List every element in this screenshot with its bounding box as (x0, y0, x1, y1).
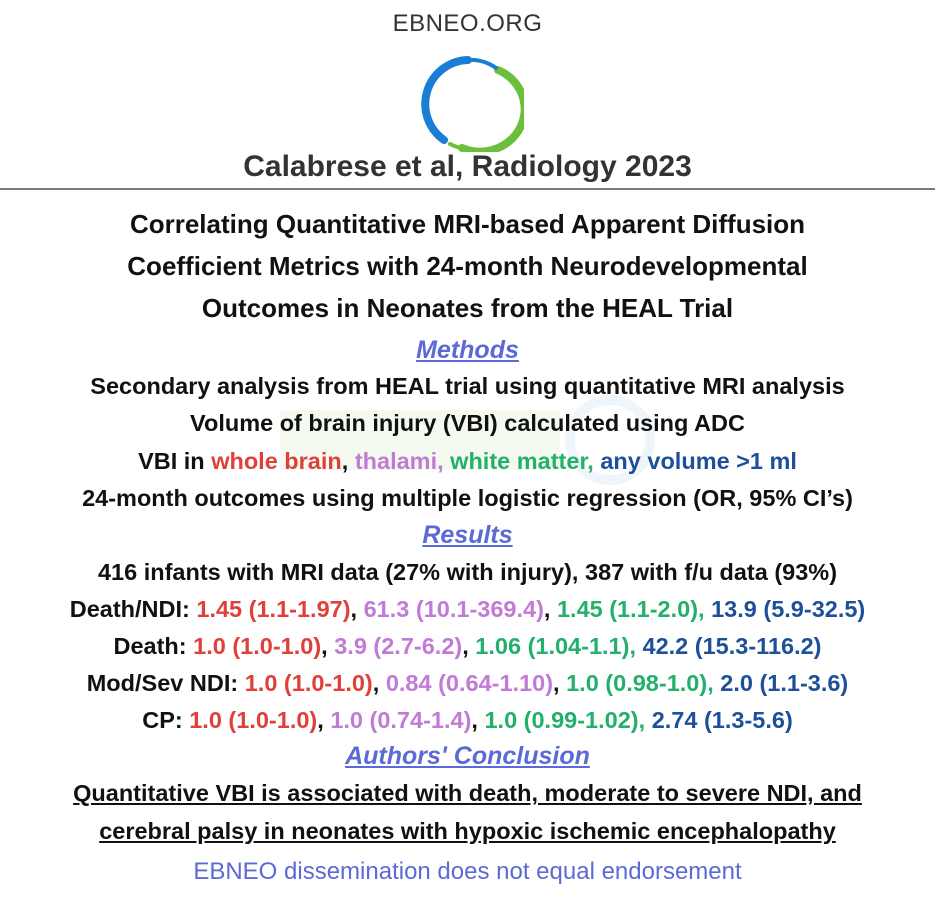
conclusion-line-1: Quantitative VBI is associated with death, moderate to severe NDI, and (73, 780, 862, 806)
row-label: Mod/Sev NDI: (86, 670, 239, 696)
value-thalami: 3.9 (2.7-6.2) (334, 633, 463, 659)
value-any-volume: 2.0 (1.1-3.6) (720, 670, 849, 696)
value-any-volume: 42.2 (15.3-116.2) (642, 633, 822, 659)
conclusion-heading: Authors' Conclusion (345, 742, 590, 770)
methods-line-1: Secondary analysis from HEAL trial using quantitative MRI analysis (90, 373, 845, 399)
value-whole-brain: 1.0 (1.0-1.0) (244, 670, 373, 696)
value-whole-brain: 1.45 (1.1-1.97) (196, 596, 351, 622)
value-thalami: 1.0 (0.74-1.4) (330, 707, 472, 733)
value-white-matter: 1.0 (0.98-1.0), (566, 670, 714, 696)
ebneo-circle-logo-icon (418, 52, 524, 152)
conclusion-line-2: cerebral palsy in neonates with hypoxic ischemic encephalopathy (99, 818, 836, 844)
result-row-death: Death: 1.0 (1.0-1.0), 3.9 (2.7-6.2), 1.06 (1.04-1.1), 42.2 (15.3-116.2) (113, 633, 822, 659)
result-row-death-ndi: Death/NDI: 1.45 (1.1-1.97), 61.3 (10.1-369.4), 1.45 (1.1-2.0), 13.9 (5.9-32.5) (69, 596, 866, 622)
legend-thalami: thalami, (354, 448, 444, 474)
legend-any-volume: any volume >1 ml (600, 448, 797, 474)
value-whole-brain: 1.0 (1.0-1.0) (193, 633, 322, 659)
title-line-2: Coefficient Metrics with 24-month Neurodevelopmental (127, 251, 808, 281)
legend-whole-brain: whole brain (211, 448, 342, 474)
results-heading: Results (422, 521, 513, 549)
vbi-prefix: VBI in (138, 448, 212, 474)
methods-heading: Methods (416, 336, 519, 364)
value-thalami: 0.84 (0.64-1.10) (385, 670, 554, 696)
disclaimer: EBNEO dissemination does not equal endorsement (193, 858, 742, 885)
value-any-volume: 2.74 (1.3-5.6) (651, 707, 793, 733)
header-divider (0, 188, 935, 190)
value-white-matter: 1.45 (1.1-2.0), (556, 596, 705, 622)
row-label: Death/NDI: (69, 596, 190, 622)
result-row-mod-sev-ndi: Mod/Sev NDI: 1.0 (1.0-1.0), 0.84 (0.64-1.10), 1.0 (0.98-1.0), 2.0 (1.1-3.6) (86, 670, 849, 696)
result-row-cp: CP: 1.0 (1.0-1.0), 1.0 (0.74-1.4), 1.0 (0.99-1.02), 2.74 (1.3-5.6) (142, 707, 793, 733)
row-label: Death: (113, 633, 187, 659)
value-white-matter: 1.06 (1.04-1.1), (475, 633, 636, 659)
ebneo-watermark-icon (270, 390, 670, 490)
methods-line-2: Volume of brain injury (VBI) calculated using ADC (190, 410, 745, 436)
value-any-volume: 13.9 (5.9-32.5) (711, 596, 866, 622)
legend-white-matter: white matter, (450, 448, 594, 474)
value-whole-brain: 1.0 (1.0-1.0) (189, 707, 318, 733)
value-white-matter: 1.0 (0.99-1.02), (484, 707, 646, 733)
citation: Calabrese et al, Radiology 2023 (243, 150, 692, 183)
methods-vbi-line: VBI in whole brain, thalami, white matter, any volume >1 ml (138, 448, 797, 474)
value-thalami: 61.3 (10.1-369.4) (363, 596, 544, 622)
results-line-1: 416 infants with MRI data (27% with injury), 387 with f/u data (93%) (97, 559, 838, 585)
site-name: EBNEO.ORG (392, 10, 543, 37)
title-line-1: Correlating Quantitative MRI-based Apparent Diffusion (129, 209, 806, 239)
methods-line-4: 24-month outcomes using multiple logistic regression (OR, 95% CI’s) (82, 485, 853, 511)
title-line-3: Outcomes in Neonates from the HEAL Trial (201, 293, 734, 323)
row-label: CP: (142, 707, 183, 733)
